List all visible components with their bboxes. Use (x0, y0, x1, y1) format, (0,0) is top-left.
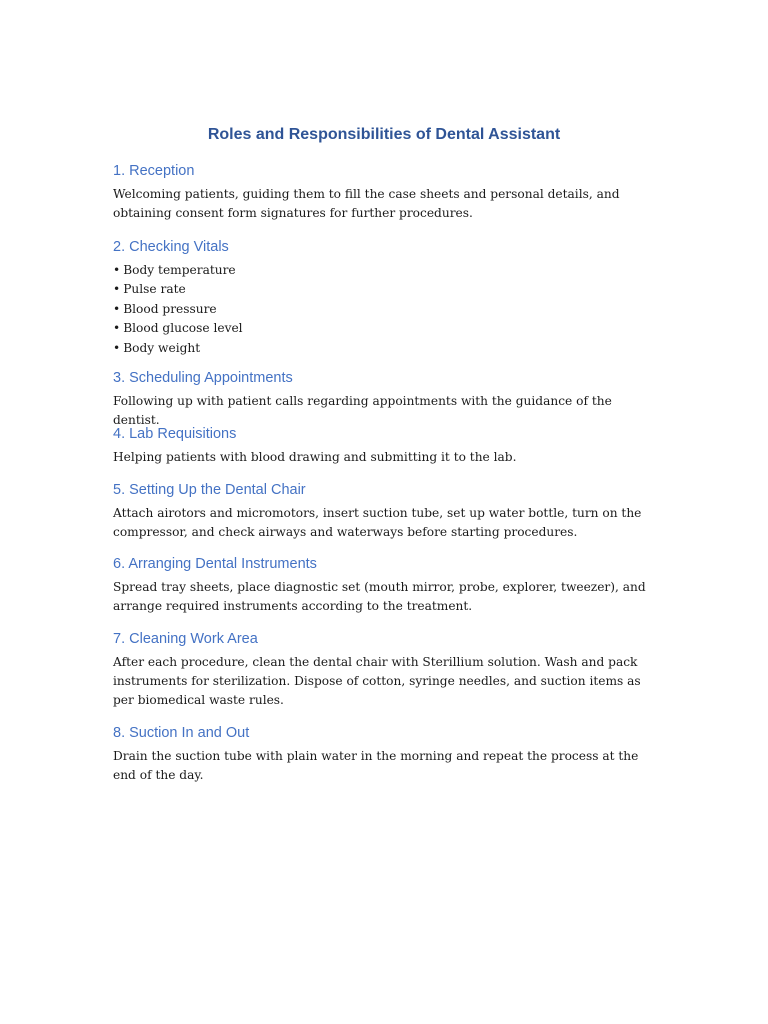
section-setting-up-dental-chair (113, 480, 658, 542)
section-body: Attach airotors and micromotors, insert suction tube, set up water bottle, turn on the compressor, and check airways and waterways before starting procedures. (113, 506, 642, 539)
section-body: Welcoming patients, guiding them to fill the case sheets and personal details, and obtaining consent form signatures for further procedures. (113, 187, 620, 220)
list-item-text: Pulse rate (123, 282, 186, 297)
section-checking-vitals (113, 237, 658, 358)
section-body: Spread tray sheets, place diagnostic set (mouth mirror, probe, explorer, tweezer), and arrange required instruments according to the treatment. (113, 580, 646, 613)
bullet-icon: • (113, 301, 121, 316)
document-title: Roles and Responsibilities of Dental Assistant (207, 126, 561, 143)
section-heading: 4. Lab Requisitions (113, 426, 237, 442)
section-body: Following up with patient calls regarding appointments with the guidance of the dentist. (113, 394, 612, 427)
list-item (113, 280, 658, 299)
section-heading: 3. Scheduling Appointments (113, 370, 293, 386)
list-item (113, 261, 658, 280)
section-heading: 5. Setting Up the Dental Chair (113, 482, 306, 498)
list-item (113, 339, 658, 358)
list-item-text: Body temperature (123, 263, 236, 277)
bullet-icon: • (113, 282, 121, 297)
section-heading: 8. Suction In and Out (113, 725, 250, 741)
section-heading: 2. Checking Vitals (113, 239, 229, 255)
vitals-list (113, 261, 658, 358)
section-reception (113, 161, 658, 223)
bullet-icon: • (113, 263, 121, 277)
section-body: Helping patients with blood drawing and submitting it to the lab. (113, 450, 517, 464)
section-lab-requisitions (113, 424, 658, 467)
section-scheduling-appointments (113, 368, 658, 430)
list-item (113, 319, 658, 338)
list-item (113, 300, 658, 319)
bullet-icon: • (113, 340, 121, 355)
list-item-text: Blood pressure (123, 301, 217, 316)
list-item-text: Body weight (123, 340, 201, 355)
section-arranging-dental-instruments (113, 554, 658, 616)
section-heading: 6. Arranging Dental Instruments (113, 556, 317, 572)
list-item-text: Blood glucose level (123, 321, 243, 336)
section-heading: 1. Reception (113, 163, 195, 179)
section-cleaning-work-area (113, 629, 658, 710)
section-heading: 7. Cleaning Work Area (113, 631, 258, 647)
section-body: Drain the suction tube with plain water in the morning and repeat the process at the end of the day. (113, 749, 639, 782)
section-suction-in-and-out (113, 723, 658, 785)
bullet-icon: • (113, 321, 121, 336)
section-body: After each procedure, clean the dental chair with Sterillium solution. Wash and pack instruments for sterilization. Dispose of cotton, syringe needles, and suction items as per biomedical waste rules. (113, 655, 641, 707)
